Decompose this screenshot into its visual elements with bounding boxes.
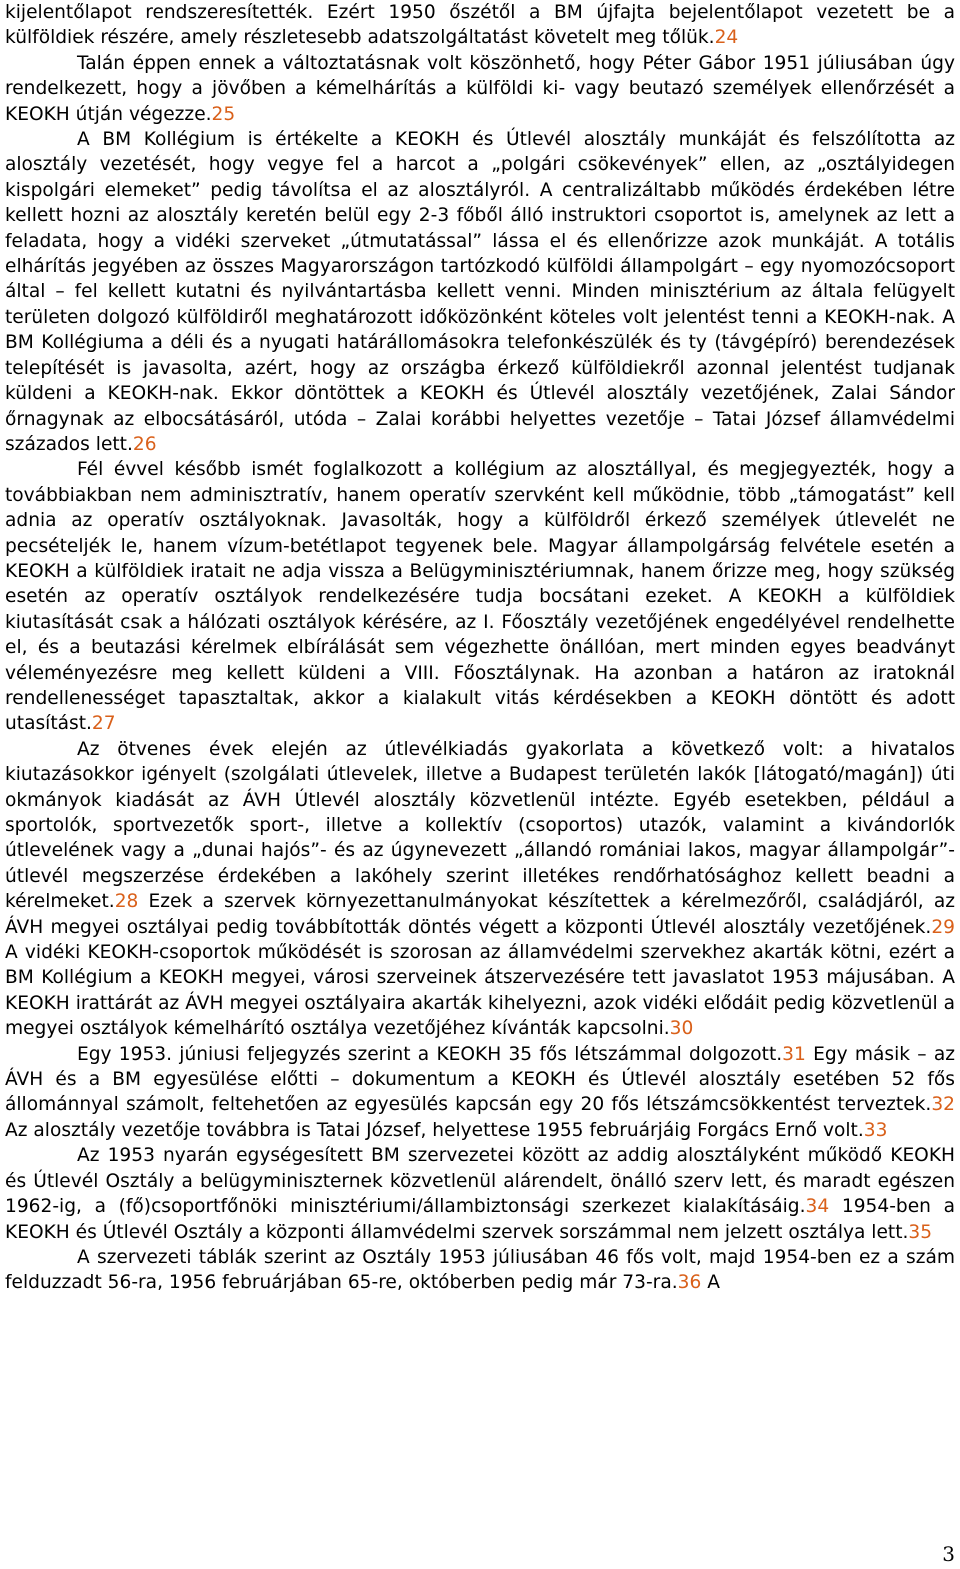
paragraph [5, 1042, 955, 1144]
document-body [5, 0, 955, 1296]
paragraph-text: A BM Kollégium is értékelte a KEOKH és Útlevél alosztály munkáját és felszólította az alosztály vezetését, hogy vegye fel a harcot a „polgári csökevények” ellen, az „osztályidegen kispolgári elemeket” pedig távolítsa el az alosztályról. A centralizáltabb működés érdekében létre kellett hozni az alosztály keretén belül egy 2-3 főből álló instruktori csoportot is, amelynek az lett a feladata, hogy a vidéki szerveket „útmutatással” lássa el és ellenőrizze azok munkáját. A totális elhárítás jegyében az összes Magyarországon tartózkodó külföldi állampolgárt – egy nyomozócsoport által – fel kellett kutatni és nyilvántartásba kellett venni. Minden minisztérium az általa felügyelt területen dolgozó külföldiről meghatározott időközönként köteles volt jelentést tenni a KEOKH-nak. A BM Kollégiuma a déli és a nyugati határállomásokra telefonkészülék és ty (távgépíró) berendezések telepítését is javasolta, azért, hogy az országba érkező külföldiekről azonnal jelentést tudjanak küldeni a KEOKH-nak. Ekkor döntöttek a KEOKH és Útlevél alosztály vezetőjének, Zalai Sándor őrnagynak az elbocsátásáról, utóda – Zalai korábbi helyettes vezetője – Tatai József államvédelmi százados lett. [5, 129, 955, 455]
footnote-reference[interactable]: 24 [714, 27, 739, 49]
footnote-reference[interactable]: 34 [805, 1196, 830, 1218]
footnote-reference[interactable]: 30 [669, 1018, 694, 1040]
paragraph [5, 127, 955, 457]
paragraph [5, 457, 955, 736]
paragraph-text: 1954-ben a KEOKH és Útlevél Osztály a központi államvédelmi szervek sorszámmal nem jelzett osztálya lett. [5, 1196, 955, 1243]
footnote-reference[interactable]: 33 [863, 1119, 888, 1141]
paragraph-text: A szervezeti táblák szerint az Osztály 1953 júliusában 46 fős volt, majd 1954-ben ez a szám felduzzadt 56-ra, 1956 februárjában 65-re, októberben pedig már 73-ra. [5, 1246, 955, 1294]
paragraph-text: Fél évvel később ismét foglalkozott a kollégium az alosztállyal, és megjegyezték, hogy a továbbiakban nem adminisztratív, hanem operatív szervként kell működnie, több „támogatást” kell adnia az operatív osztályoknak. Javasolták, hogy a külföldről érkező személyek útlevelét ne pecsételjék le, hanem vízum-betétlapot tegyenek bele. Magyar állampolgárság felvétele esetén a KEOKH a külföldiek iratait ne adja vissza a Belügyminisztériumnak, hanem őrizze meg, hogy szükség esetén az operatív osztályok rendelkezésére tudja bocsátani ezeket. A KEOKH a külföldiek kiutasítását csak a hálózati osztályok kérésére, az I. Főosztály vezetőjének engedélyével rendelhette el, és a beutazási kérelmek elbírálását sem végezhette önállóan, mert minden egyes beadványt véleményezésre meg kellett küldeni a VIII. Főosztálynak. Ha azonban a határon az iratoknál rendellenességet tapasztaltak, akkor a kialakult vitás kérdésekben a KEOKH döntött és adott utasítást. [5, 459, 955, 735]
footnote-reference[interactable]: 31 [782, 1043, 806, 1065]
footnote-reference[interactable]: 29 [931, 916, 955, 938]
paragraph [5, 51, 955, 127]
footnote-reference[interactable]: 26 [132, 433, 157, 455]
paragraph-text: Egy 1953. júniusi feljegyzés szerint a KEOKH 35 fős létszámmal dolgozott. [77, 1043, 783, 1065]
paragraph [5, 1143, 955, 1245]
paragraph-text: A [701, 1272, 720, 1294]
footnote-reference[interactable]: 35 [908, 1221, 933, 1243]
paragraph-text: A vidéki KEOKH-csoportok működését is szorosan az államvédelmi szervekhez akarták kötni, ezért a BM Kollégium a KEOKH megyei, városi szerveinek átszervezésére tett javaslatot 1953 májusában. A KEOKH irattárát az ÁVH megyei osztályaira akarták kihelyezni, azok vidéki elődáit pedig közvetlenül a megyei osztályok kémelhárító osztálya vezetőjéhez kívánták kapcsolni. [5, 942, 955, 1040]
page-number: 3 [942, 1542, 955, 1566]
footnote-reference[interactable]: 28 [114, 891, 139, 913]
paragraph-text: kijelentőlapot rendszeresítették. Ezért 1950 őszétől a BM újfajta bejelentőlapot vezetett be a külföldiek részére, amely részletesebb adatszolgáltatást követelt meg tőlük. [5, 2, 955, 49]
paragraph [5, 737, 955, 1042]
paragraph-text: Az 1953 nyarán egységesített BM szervezetei között az addig alosztályként működő KEOKH és Útlevél Osztály a belügyminiszternek közvetlenül alárendelt, önálló szerv lett, és maradt egészen 1962-ig, a (fő)csoportfőnöki minisztériumi/állambiztonsági szerkezet kialakításáig. [5, 1145, 955, 1218]
paragraph [5, 1245, 955, 1296]
paragraph-text: Talán éppen ennek a változtatásnak volt köszönhető, hogy Péter Gábor 1951 júliusában úgy rendelkezett, hogy a jövőben a kémelhárítás a külföldi ki- vagy beutazó személyek ellenőrzését a KEOKH útján végezze. [5, 52, 955, 125]
footnote-reference[interactable]: 36 [677, 1272, 702, 1294]
paragraph-text: Egy másik – az ÁVH és a BM egyesülése előtti – dokumentum a KEOKH és Útlevél alosztály esetében 52 fős állománnyal számolt, feltehetően az egyesülés kapcsán egy 20 fős létszámcsökkentést terveztek. [5, 1043, 955, 1116]
footnote-reference[interactable]: 32 [931, 1094, 955, 1116]
paragraph-text: Az alosztály vezetője továbbra is Tatai József, helyettese 1955 februárjáig Forgács Ernő volt. [5, 1119, 864, 1141]
paragraph [5, 0, 955, 51]
footnote-reference[interactable]: 25 [211, 103, 236, 125]
footnote-reference[interactable]: 27 [91, 713, 116, 735]
paragraph-text: Ezek a szervek környezettanulmányokat készítettek a kérelmezőről, családjáról, az ÁVH megyei osztályai pedig továbbították döntés végett a központi Útlevél alosztály vezetőjének. [5, 891, 955, 938]
paragraph-text: Az ötvenes évek elején az útlevélkiadás gyakorlata a következő volt: a hivatalos kiutazásokkor igényelt (szolgálati útlevelek, illetve a Budapest területén lakók [látogató/magán]) úti okmányok kiadását az ÁVH Útlevél alosztály közvetlenül intézte. Egyéb esetekben, például a sportolók, sportvezetők sport-, illetve a kollektív (csoportos) utazók, valamint a kivándorlók útlevelének vagy a „dunai hajós”- és az úgynevezett „állandó romániai lakos, magyar állampolgár”-útlevél megszerzése érdekében a lakóhely szerint illetékes rendőrhatósághoz kellett beadni a kérelmeket. [5, 738, 955, 913]
